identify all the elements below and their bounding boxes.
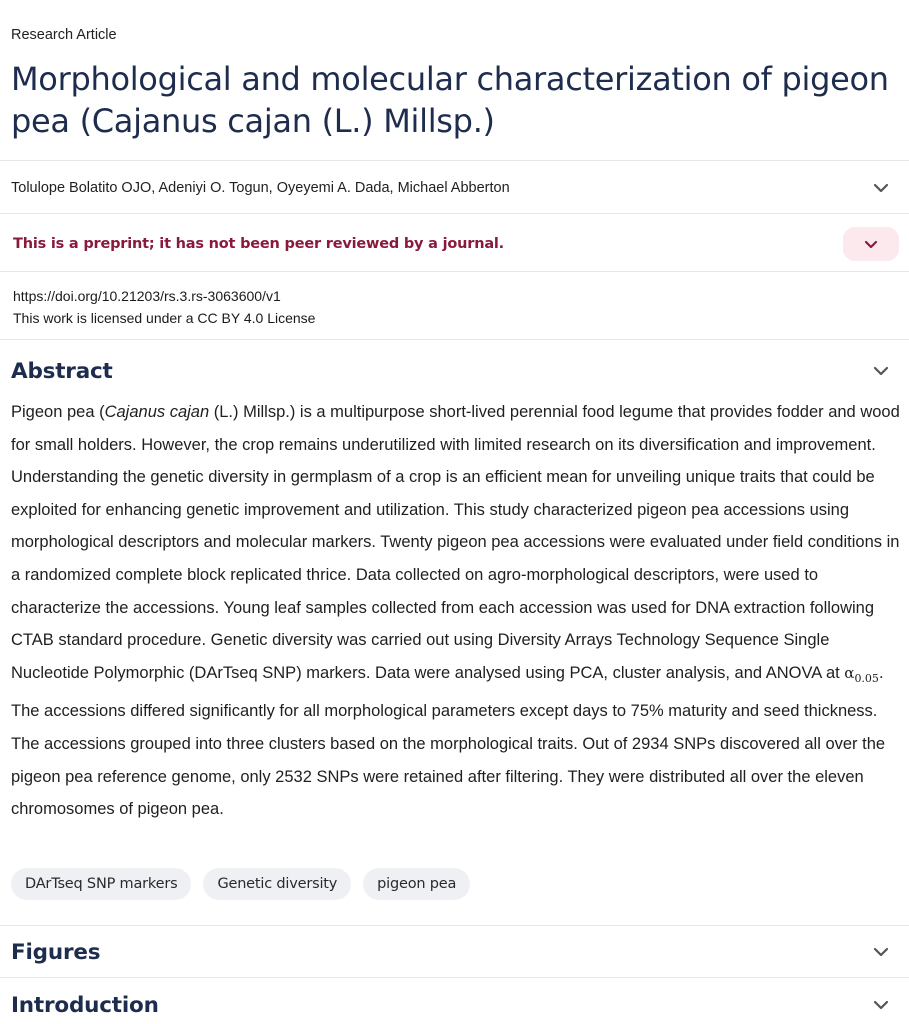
introduction-section-header[interactable] xyxy=(0,988,909,1022)
species-name: Cajanus cajan xyxy=(104,403,210,421)
article-type-label: Research Article xyxy=(11,27,117,43)
chevron-down-icon xyxy=(873,183,889,193)
keyword-tag[interactable]: pigeon pea xyxy=(363,868,470,900)
divider xyxy=(0,271,909,272)
divider xyxy=(0,213,909,214)
preprint-notice-row[interactable] xyxy=(0,226,909,262)
preprint-notice: This is a preprint; it has not been peer reviewed by a journal. xyxy=(13,236,504,252)
license-text: This work is licensed under a CC BY 4.0 License xyxy=(13,310,316,326)
figures-section-header[interactable] xyxy=(0,935,909,969)
alpha-symbol: $\alpha_{0.05}$ xyxy=(844,663,879,685)
doi-license-block xyxy=(13,285,315,329)
divider xyxy=(0,925,909,926)
authors-list: Tolulope Bolatito OJO, Adeniyi O. Togun, Oyeyemi A. Dada, Michael Abberton xyxy=(11,180,510,196)
chevron-down-icon xyxy=(873,366,889,376)
keyword-tag[interactable]: Genetic diversity xyxy=(203,868,351,900)
chevron-down-icon xyxy=(873,1000,889,1010)
authors-expand-button[interactable] xyxy=(867,174,895,202)
abstract-collapse-button[interactable] xyxy=(867,357,895,385)
keyword-tag[interactable]: DArTseq SNP markers xyxy=(11,868,191,900)
keyword-tags xyxy=(11,868,470,900)
chevron-down-icon xyxy=(864,240,878,249)
chevron-down-icon xyxy=(873,947,889,957)
divider xyxy=(0,160,909,161)
introduction-heading: Introduction xyxy=(11,992,159,1018)
divider xyxy=(0,339,909,340)
preprint-expand-button[interactable] xyxy=(843,227,899,261)
article-title: Morphological and molecular characterization of pigeon pea (Cajanus cajan (L.) Millsp.) xyxy=(11,60,889,140)
doi-link[interactable]: https://doi.org/10.21203/rs.3.rs-3063600/v1 xyxy=(13,288,281,304)
authors-row[interactable] xyxy=(0,172,909,204)
abstract-header[interactable] xyxy=(0,354,909,388)
abstract-heading: Abstract xyxy=(11,358,113,384)
divider xyxy=(0,977,909,978)
introduction-expand-button[interactable] xyxy=(867,991,895,1019)
abstract-body: Pigeon pea (Cajanus cajan (L.) Millsp.) is a multipurpose short-lived perennial food legume that provides fodder and wood for small holders. However, the crop remains underutilized with limited research on its diversification and improvement. Understanding the genetic diversity in germplasm of a crop is an efficient mean for unveiling unique traits that could be exploited for enhancing genetic improvement and utilization. This study characterized pigeon pea accessions using morphological descriptors and molecular markers. Twenty pigeon pea accessions were evaluated under field conditions in a randomized complete block replicated thrice. Data collected on agro-morphological descriptors, were used to characterize the accessions. Young leaf samples collected from each accession was used for DNA extraction following CTAB standard procedure. Genetic diversity was carried out using Diversity Arrays Technology Sequence Single Nucleotide Polymorphic (DArTseq SNP) markers. Data were analysed using PCA, cluster analysis, and ANOVA at $\alpha_{0.05}$. The accessions differed significantly for all morphological parameters except days to 75% maturity and seed thickness. The accessions grouped into three clusters based on the morphological traits. Out of 2934 SNPs discovered all over the pigeon pea reference genome, only 2532 SNPs were retained after filtering. They were distributed all over the eleven chromosomes of pigeon pea. xyxy=(11,403,900,819)
figures-expand-button[interactable] xyxy=(867,938,895,966)
figures-heading: Figures xyxy=(11,939,101,965)
